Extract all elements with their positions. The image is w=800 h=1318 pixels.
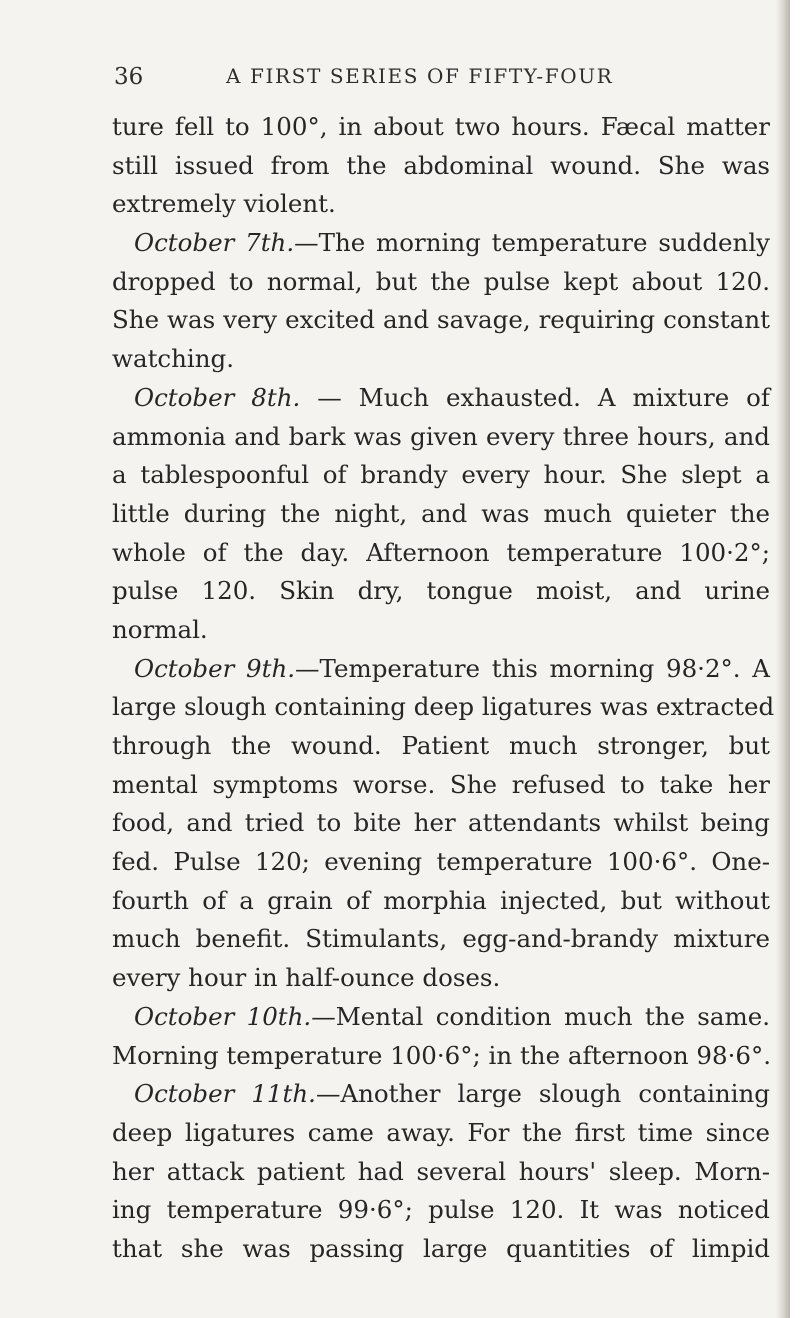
text-line: every hour in half-ounce doses. bbox=[112, 963, 501, 993]
text-line: fourth of a grain of morphia injected, but without bbox=[112, 885, 770, 915]
text-line: dropped to normal, but the pulse kept about 120. bbox=[112, 266, 770, 296]
text-line: Morning temperature 100·6°; in the afternoon 98·6°. bbox=[112, 1040, 772, 1070]
text-line: that she was passing large quantities of limpid bbox=[112, 1233, 770, 1263]
body-text bbox=[112, 108, 775, 1269]
text-line: her attack patient had several hours' sleep. Morn- bbox=[112, 1156, 770, 1186]
text-line: ammonia and bark was given every three hours, and bbox=[112, 421, 770, 451]
text-line: much benefit. Stimulants, egg-and-brandy mixture bbox=[112, 924, 770, 954]
entry-date: October 11th. bbox=[134, 1079, 316, 1109]
text-line: food, and tried to bite her attendants whilst being bbox=[112, 808, 770, 838]
running-head bbox=[114, 62, 674, 94]
running-head-title: A FIRST SERIES OF FIFTY-FOUR bbox=[226, 64, 614, 88]
entry-date: October 10th. bbox=[134, 1001, 312, 1031]
text-line: little during the night, and was much quieter the bbox=[112, 498, 770, 528]
text-line: She was very excited and savage, requiring constant bbox=[112, 305, 770, 335]
text-line: mental symptoms worse. She refused to take her bbox=[112, 769, 770, 799]
text-line: a tablespoonful of brandy every hour. She slept a bbox=[112, 460, 770, 490]
entry-line: October 11th.—Another large slough containing bbox=[134, 1079, 770, 1109]
text-line: large slough containing deep ligatures was extracted bbox=[112, 692, 775, 722]
text-line: normal. bbox=[112, 614, 208, 644]
page-number: 36 bbox=[114, 64, 144, 90]
entry-line: October 7th.—The morning temperature suddenly bbox=[134, 228, 770, 258]
entry-date: October 8th. bbox=[134, 382, 301, 412]
entry-line: October 9th.—Temperature this morning 98·2°. A bbox=[134, 653, 770, 683]
page-edge-shadow bbox=[776, 0, 790, 1318]
entry-date: October 7th. bbox=[134, 228, 295, 258]
page-margin-strip bbox=[790, 0, 800, 1318]
text-line: extremely violent. bbox=[112, 189, 336, 219]
text-line: still issued from the abdominal wound. She was bbox=[112, 150, 770, 180]
entry-line: October 8th. — Much exhausted. A mixture of bbox=[134, 382, 770, 412]
text-line: through the wound. Patient much stronger, but bbox=[112, 731, 770, 760]
text-line: fed. Pulse 120; evening temperature 100·6°. One- bbox=[112, 847, 770, 877]
text-line: watching. bbox=[112, 344, 235, 374]
entry-date: October 9th. bbox=[134, 653, 296, 683]
text-line: pulse 120. Skin dry, tongue moist, and urine bbox=[112, 576, 770, 606]
entry-line: October 10th.—Mental condition much the same. bbox=[134, 1001, 770, 1031]
text-line: ing temperature 99·6°; pulse 120. It was noticed bbox=[112, 1195, 770, 1225]
text-line: deep ligatures came away. For the first time since bbox=[112, 1117, 770, 1147]
text-line: whole of the day. Afternoon temperature 100·2°; bbox=[112, 537, 770, 567]
text-line: ture fell to 100°, in about two hours. Fæcal matter bbox=[112, 112, 770, 141]
